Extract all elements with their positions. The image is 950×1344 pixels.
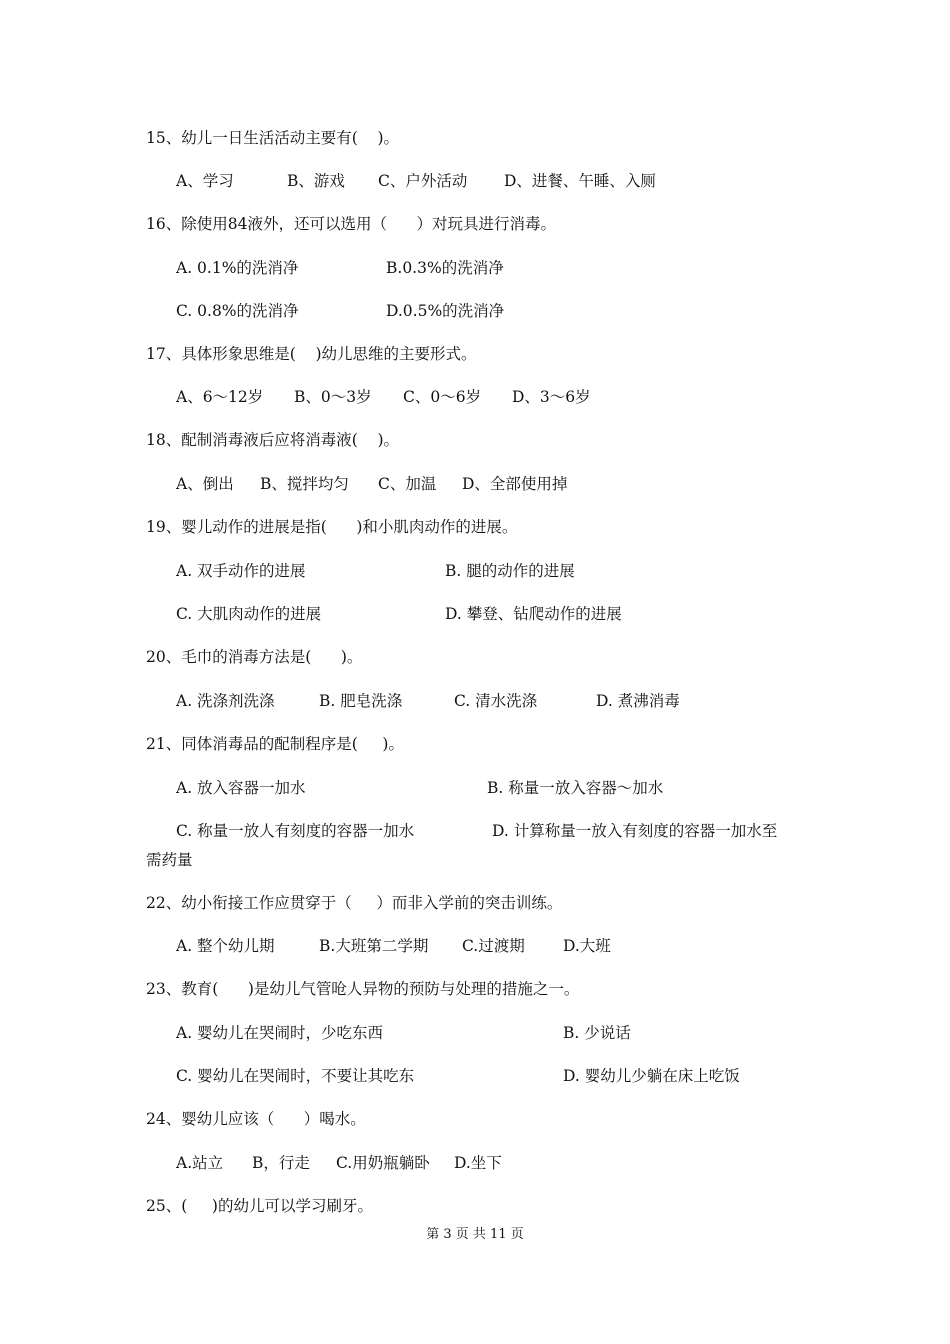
page-footer: 第 3 页 共 11 页 xyxy=(426,1227,524,1242)
option-17-c: C、0～6岁 xyxy=(403,388,482,406)
option-17-d: D、3～6岁 xyxy=(512,388,591,406)
option-22-b: B.大班第二学期 xyxy=(319,937,429,955)
question-16: 16、除使用84液外，还可以选用（ ）对玩具进行消毒。 xyxy=(146,215,557,233)
option-17-b: B、0～3岁 xyxy=(294,388,372,406)
option-17-a: A、6～12岁 xyxy=(176,388,264,406)
option-22-c: C.过渡期 xyxy=(462,937,525,955)
option-19-b: B. 腿的动作的进展 xyxy=(445,562,575,580)
option-19-a: A. 双手动作的进展 xyxy=(176,562,306,580)
option-16-d: D.0.5%的洗消净 xyxy=(386,302,505,320)
question-17: 17、具体形象思维是( )幼儿思维的主要形式。 xyxy=(146,345,477,363)
option-22-d: D.大班 xyxy=(563,937,611,955)
option-15-d: D、进餐、午睡、入厕 xyxy=(504,172,656,190)
option-21-a: A. 放入容器一加水 xyxy=(176,779,306,797)
option-21-d: D. 计算称量一放入有刻度的容器一加水至 xyxy=(492,822,778,840)
question-24: 24、婴幼儿应该（ ）喝水。 xyxy=(146,1110,366,1128)
option-16-c: C. 0.8%的洗消净 xyxy=(176,302,299,320)
option-18-c: C、加温 xyxy=(378,475,437,493)
option-18-d: D、全部使用掉 xyxy=(462,475,568,493)
question-15: 15、幼儿一日生活活动主要有( )。 xyxy=(146,129,400,147)
option-20-b: B. 肥皂洗涤 xyxy=(319,692,403,710)
question-19: 19、婴儿动作的进展是指( )和小肌肉动作的进展。 xyxy=(146,518,518,536)
option-24-d: D.坐下 xyxy=(454,1154,502,1172)
question-21: 21、同体消毒品的配制程序是( )。 xyxy=(146,735,404,753)
option-16-b: B.0.3%的洗消净 xyxy=(386,259,504,277)
option-21-c: C. 称量一放人有刻度的容器一加水 xyxy=(176,822,415,840)
question-18: 18、配制消毒液后应将消毒液( )。 xyxy=(146,431,400,449)
option-21-d-continuation: 需药量 xyxy=(146,851,193,869)
question-23: 23、教育( )是幼儿气管呛人异物的预防与处理的措施之一。 xyxy=(146,980,580,998)
option-16-a: A. 0.1%的洗消净 xyxy=(176,259,299,277)
option-18-b: B、搅拌均匀 xyxy=(260,475,349,493)
option-23-d: D. 婴幼儿少躺在床上吃饭 xyxy=(563,1067,740,1085)
option-20-a: A. 洗涤剂洗涤 xyxy=(176,692,275,710)
option-20-c: C. 清水洗涤 xyxy=(454,692,538,710)
option-21-b: B. 称量一放入容器～加水 xyxy=(487,779,664,797)
option-15-a: A、学习 xyxy=(176,172,234,190)
option-23-c: C. 婴幼儿在哭闹时，不要让其吃东 xyxy=(176,1067,415,1085)
option-20-d: D. 煮沸消毒 xyxy=(596,692,680,710)
option-15-c: C、户外活动 xyxy=(378,172,468,190)
option-15-b: B、游戏 xyxy=(287,172,345,190)
option-24-a: A.站立 xyxy=(176,1154,224,1172)
question-20: 20、毛巾的消毒方法是( )。 xyxy=(146,648,363,666)
option-22-a: A. 整个幼儿期 xyxy=(176,937,275,955)
question-22: 22、幼小衔接工作应贯穿于（ ）而非入学前的突击训练。 xyxy=(146,894,563,912)
option-19-c: C. 大肌肉动作的进展 xyxy=(176,605,322,623)
option-23-a: A. 婴幼儿在哭闹时，少吃东西 xyxy=(176,1024,384,1042)
option-24-b: B，行走 xyxy=(252,1154,310,1172)
option-23-b: B. 少说话 xyxy=(563,1024,631,1042)
option-18-a: A、倒出 xyxy=(176,475,234,493)
question-25: 25、( )的幼儿可以学习刷牙。 xyxy=(146,1197,373,1215)
option-19-d: D. 攀登、钻爬动作的进展 xyxy=(445,605,622,623)
option-24-c: C.用奶瓶躺卧 xyxy=(336,1154,430,1172)
